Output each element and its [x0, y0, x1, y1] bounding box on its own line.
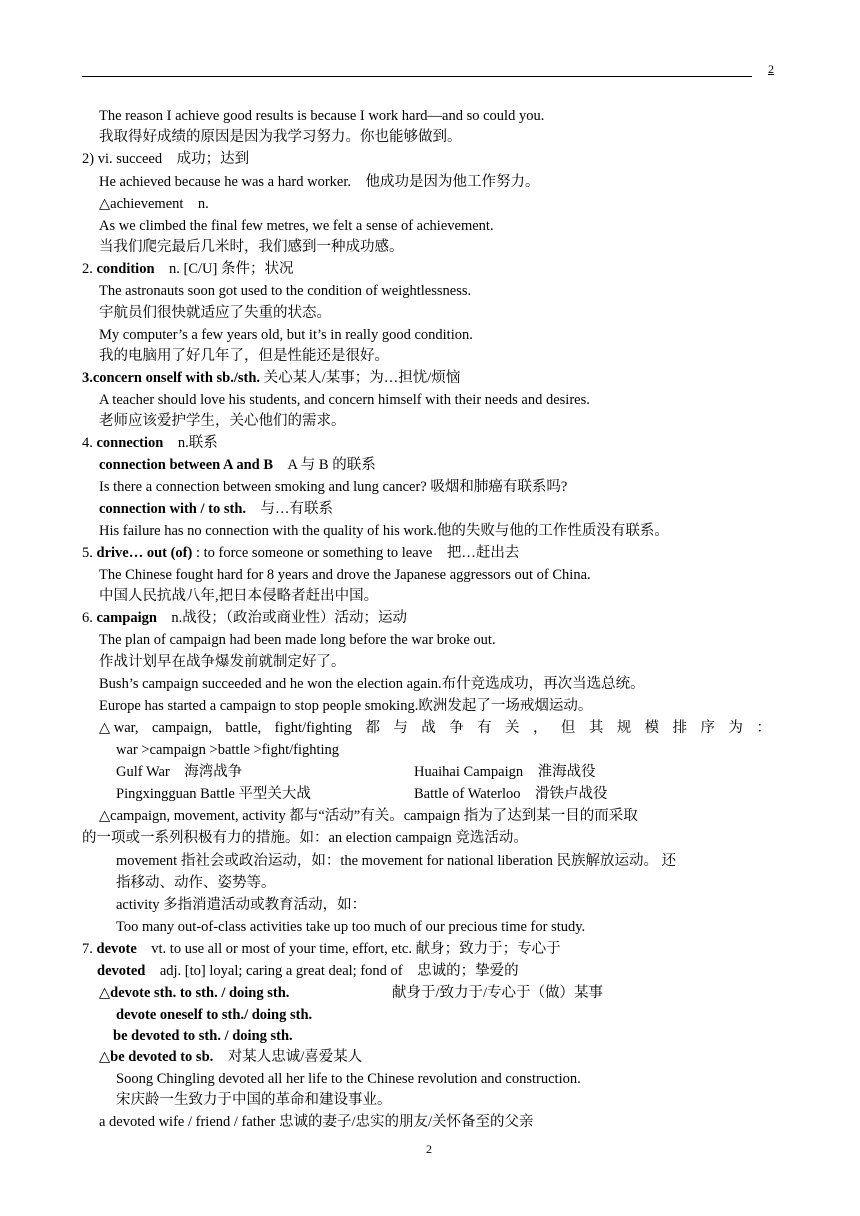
text-line: activity 多指消遣活动或教育活动，如： — [116, 897, 367, 913]
phrase: connection between A and B — [99, 457, 274, 473]
text-line: 我取得好成绩的原因是因为我学习努力。你也能够做到。 — [99, 129, 462, 145]
entry-word: connection — [96, 435, 164, 451]
header-page-number: 2 — [768, 62, 774, 76]
text-line: Bush’s campaign succeeded and he won the election again.布什竞选成功，再次当选总统。 — [99, 676, 645, 692]
note-token: 与 — [393, 720, 408, 736]
entry-definition: n. [C/U] 条件；状况 — [154, 261, 294, 277]
text-line: His failure has no connection with the quality of his work.他的失败与他的工作性质没有联系。 — [99, 523, 669, 539]
text-line: 宇航员们很快就适应了失重的状态。 — [99, 305, 331, 321]
entry-heading-devote — [82, 939, 561, 959]
phrase: △devote sth. to sth. / doing sth. — [99, 985, 290, 1001]
note-token: campaign, — [151, 720, 212, 736]
note-token: 都 — [365, 720, 380, 736]
phrase: devote oneself to sth./ doing sth. — [116, 1007, 313, 1023]
note-token: ， — [532, 720, 548, 736]
phrase-meaning: 对某人忠诚/喜爱某人 — [213, 1049, 363, 1065]
text-line: The plan of campaign had been made long before the war broke out. — [99, 632, 496, 648]
note-token: 模 — [644, 720, 660, 736]
entry-word: 3.concern onself with sb./sth. — [82, 370, 261, 386]
text-line: As we climbed the final few metres, we felt a sense of achievement. — [99, 218, 494, 234]
text-line: △achievement n. — [99, 196, 209, 212]
note-token: 争 — [449, 720, 464, 736]
text-line: 指移动、动作、姿势等。 — [116, 875, 276, 891]
text-line: Is there a connection between smoking and lung cancer? 吸烟和肺癌有联系吗? — [99, 479, 568, 495]
text-line: 老师应该爱护学生，关心他们的需求。 — [99, 413, 346, 429]
entry-word: campaign — [96, 610, 157, 626]
note-token: 有 — [477, 720, 492, 736]
text-line: 当我们爬完最后几米时，我们感到一种成功感。 — [99, 239, 404, 255]
note-token: △ war, — [99, 720, 139, 736]
text-line: Too many out-of-class activities take up too much of our precious time for study. — [116, 919, 586, 935]
text-line: A teacher should love his students, and concern himself with their needs and desires. — [99, 392, 590, 408]
entry-heading-drive-out — [82, 543, 519, 563]
entry-heading-campaign — [82, 608, 407, 628]
note-token: 战 — [421, 720, 436, 736]
note-token: battle, — [225, 720, 262, 736]
phrase: be devoted to sth. / doing sth. — [113, 1028, 293, 1044]
text-line: 中国人民抗战八年,把日本侵略者赶出中国。 — [99, 588, 379, 604]
entry-heading-condition — [82, 259, 293, 279]
entry-number: 5. — [82, 545, 97, 561]
text-line: He achieved because he was a hard worker. 他成功是因为他工作努力。 — [99, 174, 540, 190]
text-line: The Chinese fought hard for 8 years and drove the Japanese aggressors out of China. — [99, 567, 591, 583]
phrase-line — [99, 499, 333, 519]
text-line: 我的电脑用了好几年了，但是性能还是很好。 — [99, 348, 389, 364]
entry-definition: n.联系 — [163, 435, 218, 451]
entry-number: 7. — [82, 941, 97, 957]
justified-note-line — [99, 718, 771, 738]
text-line: My computer’s a few years old, but it’s in really good condition. — [99, 327, 473, 343]
note-token: 序 — [700, 720, 715, 736]
phrase-meaning: 与…有联系 — [246, 501, 334, 517]
text-line: Europe has started a campaign to stop people smoking.欧洲发起了一场戒烟运动。 — [99, 698, 593, 714]
entry-word: drive… out (of) — [96, 545, 193, 561]
entry-word: devoted — [97, 963, 146, 979]
phrase-line — [99, 983, 289, 1003]
entry-number: 2. — [82, 261, 97, 277]
note-token: 规 — [616, 720, 632, 736]
entry-definition: adj. [to] loyal; caring a great deal; fond of 忠诚的；挚爱的 — [145, 963, 519, 979]
example-left: Pingxingguan Battle 平型关大战 — [116, 786, 311, 802]
example-right: Huaihai Campaign 淮海战役 — [414, 764, 596, 780]
example-right: Battle of Waterloo 滑铁卢战役 — [414, 786, 608, 802]
note-token: 排 — [672, 720, 688, 736]
footer-page-number: 2 — [426, 1142, 432, 1156]
note-token: 关 — [505, 720, 520, 736]
text-line: 2) vi. succeed 成功；达到 — [82, 151, 250, 167]
example-left: Gulf War 海湾战争 — [116, 764, 243, 780]
entry-definition: vt. to use all or most of your time, effort, etc. 献身；致力于；专心于 — [136, 941, 561, 957]
note-token: ： — [756, 720, 771, 736]
text-line: 宋庆龄一生致力于中国的革命和建设事业。 — [116, 1092, 392, 1108]
note-token: 其 — [588, 720, 604, 736]
phrase-meaning: A 与 B 的联系 — [273, 457, 376, 473]
text-line: a devoted wife / friend / father 忠诚的妻子/忠实的朋友/关怀备至的父亲 — [99, 1114, 534, 1130]
text-line: 作战计划早在战争爆发前就制定好了。 — [99, 654, 346, 670]
header-rule — [82, 76, 752, 77]
entry-heading-concern — [82, 368, 460, 388]
entry-number: 4. — [82, 435, 97, 451]
text-line: movement 指社会或政治运动，如：the movement for national liberation 民族解放运动。 还 — [116, 853, 677, 869]
entry-number: 6. — [82, 610, 97, 626]
note-token: 但 — [560, 720, 576, 736]
text-line: 的一项或一系列积极有力的措施。如：an election campaign 竞选活动。 — [82, 830, 528, 846]
text-line: war >campaign >battle >fight/fighting — [116, 742, 340, 758]
phrase-line — [99, 455, 376, 475]
entry-word: condition — [96, 261, 155, 277]
entry-definition: 关心某人/某事；为…担忧/烦恼 — [260, 370, 461, 386]
phrase: connection with / to sth. — [99, 501, 247, 517]
note-token: 为 — [728, 720, 743, 736]
phrase-line — [99, 1047, 362, 1067]
entry-definition: : to force someone or something to leave 把…赶出去 — [192, 545, 520, 561]
text-line: The astronauts soon got used to the condition of weightlessness. — [99, 283, 472, 299]
entry-subheading-devoted — [97, 961, 519, 981]
text-line: Soong Chingling devoted all her life to the Chinese revolution and construction. — [116, 1071, 581, 1087]
phrase: △be devoted to sb. — [99, 1049, 214, 1065]
entry-heading-connection — [82, 433, 218, 453]
entry-definition: n.战役；（政治或商业性）活动；运动 — [156, 610, 408, 626]
entry-word: devote — [96, 941, 137, 957]
note-token: fight/fighting — [274, 720, 353, 736]
text-line: △campaign, movement, activity 都与“活动”有关。campaign 指为了达到某一目的而采取 — [99, 808, 638, 824]
text-line: The reason I achieve good results is because I work hard—and so could you. — [99, 108, 545, 124]
phrase-meaning: 献身于/致力于/专心于（做）某事 — [392, 985, 604, 1001]
